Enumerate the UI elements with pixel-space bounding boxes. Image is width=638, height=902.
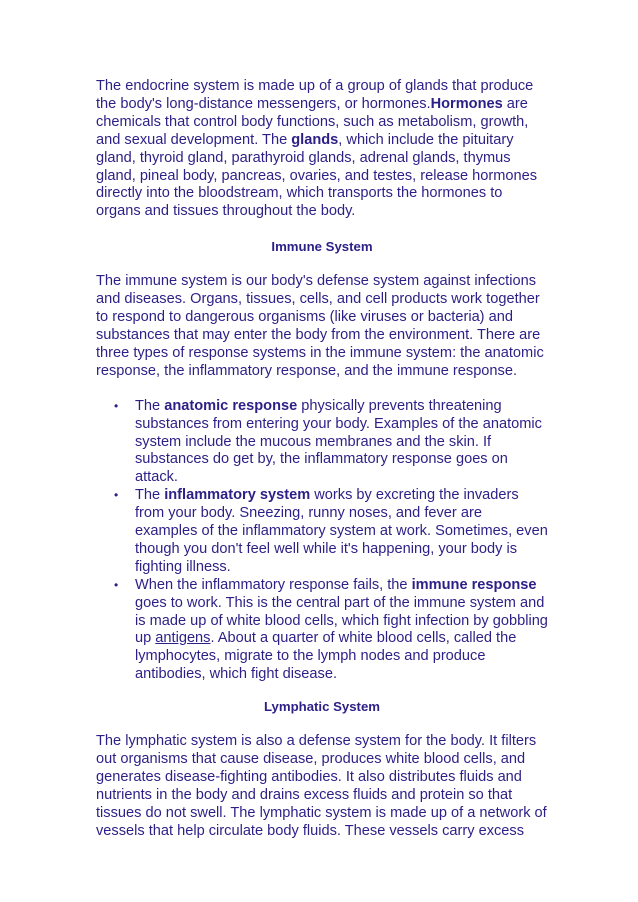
b3-text-b: goes to work. This is the central part of the immune system and is made up of white blood cells, which fight infection by gobbling up bbox=[135, 594, 548, 647]
document-page bbox=[96, 78, 548, 858]
bullet-icon: • bbox=[114, 577, 119, 592]
immune-response-term: immune response bbox=[411, 576, 537, 593]
endocrine-paragraph bbox=[96, 78, 548, 221]
bullet-icon: • bbox=[114, 488, 119, 503]
inflammatory-system-term: inflammatory system bbox=[164, 487, 311, 504]
lymphatic-paragraph: The lymphatic system is also a defense system for the body. It filters out organisms that cause disease, produces white blood cells, and generates disease-fighting antibodies. It also distributes fluids and nutrients in the body and drains excess fluids and protein so that tissues do not swell. The lymphatic system is made up of a network of vessels that help circulate body fluids. These vessels carry excess bbox=[96, 733, 547, 839]
b1-text-b: physically prevents threatening substances from entering your body. Examples of the anatomic system include the mucous membranes and the skin. If substances do get by, the inflammatory response goes on attack. bbox=[135, 397, 542, 486]
glands-term: glands bbox=[291, 131, 339, 148]
antigens-link[interactable]: antigens bbox=[155, 630, 211, 647]
b2-text-b: works by excreting the invaders from your body. Sneezing, runny noses, and fever are examples of the inflammatory system at work. Sometimes, even though you don't feel well while it's happening, your body is fighting illness. bbox=[135, 487, 548, 575]
list-item-inflammatory bbox=[96, 487, 548, 577]
lymphatic-system-heading: Lymphatic System bbox=[263, 699, 381, 715]
endocrine-text-1: The endocrine system is made up of a group of glands that produce the body's long-distance messengers, or hormones. bbox=[96, 78, 534, 112]
b3-text-a: When the inflammatory response fails, the bbox=[135, 576, 412, 593]
anatomic-response-term: anatomic response bbox=[164, 397, 298, 414]
b1-text-a: The bbox=[135, 397, 165, 414]
immune-response-list bbox=[96, 398, 548, 685]
b3-text-c: . About a quarter of white blood cells, called the lymphocytes, migrate to the lymph nodes and produce antibodies, which fight disease. bbox=[135, 630, 517, 683]
immune-intro-paragraph: The immune system is our body's defense system against infections and diseases. Organs, tissues, cells, and cell products work together to respond to dangerous organisms (like viruses or bacteria) and substances that may enter the body from the environment. There are three types of response systems in the immune system: the anatomic response, the inflammatory response, and the immune response. bbox=[96, 273, 544, 379]
immune-system-heading: Immune System bbox=[271, 239, 373, 255]
bullet-icon: • bbox=[114, 398, 119, 413]
list-item-anatomic bbox=[96, 398, 548, 488]
hormones-term: Hormones bbox=[430, 95, 503, 112]
endocrine-text-3: , which include the pituitary gland, thyroid gland, parathyroid glands, adrenal glands, thymus gland, pineal body, pancreas, ovaries, and testes, release hormones directly into the bloodstream, which transports the hormones to organs and tissues throughout the body. bbox=[96, 131, 538, 220]
list-item-immune-response bbox=[96, 577, 548, 684]
b2-text-a: The bbox=[135, 487, 165, 504]
endocrine-text-2: are chemicals that control body functions, such as metabolism, growth, and sexual development. The bbox=[96, 95, 529, 148]
